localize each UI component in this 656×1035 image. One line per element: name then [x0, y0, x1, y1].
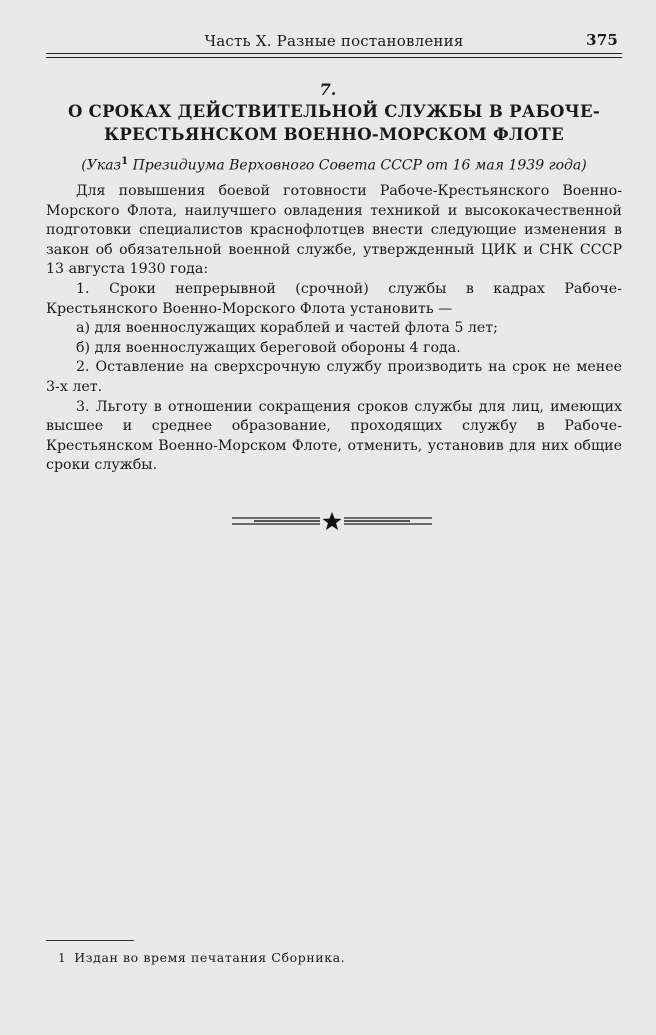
section-title	[46, 100, 622, 146]
footnote-text: Издан во время печатания Сборника.	[74, 950, 346, 965]
section-number: 7.	[319, 80, 337, 99]
page-number: 375	[586, 31, 618, 49]
decree-reference	[46, 156, 622, 174]
decree-text: Президиума Верховного Совета СССР от 16 мая 1939 года)	[128, 157, 587, 174]
item-2-paragraph: 2. Оставление на сверхсрочную службу производить на срок не менее 3-х лет.	[46, 359, 622, 395]
header-rule-thick	[46, 53, 622, 54]
footnote	[58, 950, 345, 965]
item-1-paragraph: 1. Сроки непрерывной (срочной) службы в кадрах Рабоче-Крестьянского Военно-Морского Флота установить —	[46, 280, 622, 317]
footnote-rule	[46, 940, 134, 941]
star-ornament	[232, 510, 432, 532]
body-text	[46, 182, 622, 476]
item-1a-paragraph: а) для военнослужащих кораблей и частей флота 5 лет;	[76, 320, 498, 337]
footnote-reference-mark: 1	[121, 156, 129, 167]
decree-open: (Указ	[81, 157, 122, 174]
ornament-right-rules	[344, 518, 432, 524]
item-3-paragraph: 3. Льготу в отношении сокращения сроков службы для лиц, имеющих высшее и среднее образование, проходящих службу в Рабоче-Крестьянском Военно-Морском Флоте, отменить, установив для них общие сроки службы.	[46, 398, 622, 474]
running-header-title: Часть X. Разные постановления	[204, 32, 464, 50]
item-1b-paragraph: б) для военнослужащих береговой обороны 4 года.	[76, 339, 461, 356]
star-icon	[323, 512, 342, 530]
section-title-line-1: О СРОКАХ ДЕЙСТВИТЕЛЬНОЙ СЛУЖБЫ В РАБОЧЕ-	[67, 102, 601, 121]
section-title-line-2: КРЕСТЬЯНСКОМ ВОЕННО-МОРСКОМ ФЛОТЕ	[104, 125, 564, 144]
running-header	[46, 28, 622, 54]
ornament-left-rules	[232, 518, 320, 524]
header-rule-thin	[46, 57, 622, 58]
footnote-mark: 1	[58, 951, 67, 965]
intro-paragraph: Для повышения боевой готовности Рабоче-Крестьянского Военно-Морского Флота, наилучшего овладения техникой и высококачественной подготовки специалистов краснофлотцев внести следующие изменения в закон об обязательной военной службе, утвержденный ЦИК и СНК СССР 13 августа 1930 года:	[46, 183, 622, 278]
